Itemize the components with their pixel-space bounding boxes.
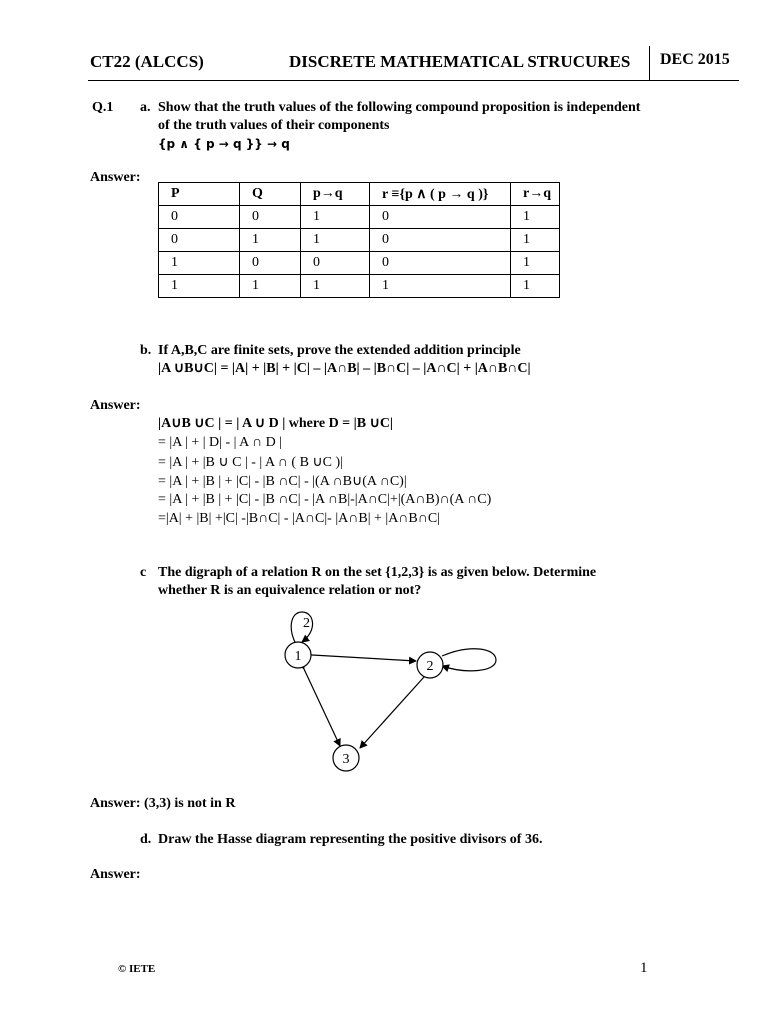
- table-cell: 1: [511, 206, 560, 229]
- table-header: r ≡{p ∧ ( p → q )}: [370, 183, 511, 206]
- subject-title: DISCRETE MATHEMATICAL STRUCURES: [289, 52, 631, 71]
- edge-1-3: [304, 669, 340, 746]
- table-cell: 0: [240, 252, 301, 275]
- exam-date: DEC 2015: [660, 51, 730, 68]
- header-divider: [649, 46, 650, 80]
- table-cell: 0: [159, 206, 240, 229]
- table-header-row: [159, 183, 560, 206]
- table-cell: 0: [159, 229, 240, 252]
- svg-text:3: 3: [342, 752, 350, 767]
- part-b-text: If A,B,C are finite sets, prove the extended addition principle: [158, 343, 521, 358]
- table-row: [159, 229, 560, 252]
- table-cell: 1: [511, 229, 560, 252]
- part-c-text-1: The digraph of a relation R on the set {1,2,3} is as given below. Determine: [158, 565, 597, 580]
- table-row: [159, 206, 560, 229]
- relation-digraph: [270, 600, 510, 780]
- table-cell: 0: [370, 229, 511, 252]
- table-cell: 1: [370, 275, 511, 298]
- table-row: [159, 252, 560, 275]
- answer-d-label: Answer:: [90, 867, 141, 882]
- proof-line: = |A | + |B | + |C| - |B ∩C| - |A ∩B|-|A∩C|+|(A∩B)∩(A ∩C): [158, 492, 492, 507]
- part-a-label: a.: [140, 100, 151, 115]
- edge-1-2: [312, 655, 416, 661]
- part-d-text: Draw the Hasse diagram representing the positive divisors of 36.: [158, 832, 543, 847]
- answer-b-label: Answer:: [90, 398, 141, 413]
- truth-table: [158, 182, 560, 298]
- proof-line: = |A | + |B ∪ C | - | A ∩ ( B ∪C )|: [158, 455, 343, 470]
- proof-line: = |A | + | D| - | A ∩ D |: [158, 435, 283, 450]
- table-cell: 1: [301, 206, 370, 229]
- page-number: 1: [640, 960, 648, 976]
- table-cell: 1: [159, 252, 240, 275]
- table-cell: 0: [370, 252, 511, 275]
- header-rule: [88, 80, 739, 81]
- part-c-label: c: [140, 565, 147, 580]
- part-c-text-2: whether R is an equivalence relation or not?: [158, 583, 422, 598]
- table-cell: 1: [301, 229, 370, 252]
- node-2: [417, 652, 443, 678]
- table-cell: 1: [240, 275, 301, 298]
- table-header: P: [159, 183, 240, 206]
- part-d-label: d.: [140, 832, 152, 847]
- table-cell: 1: [511, 275, 560, 298]
- proof-line: =|A| + |B| +|C| -|B∩C| - |A∩C|- |A∩B| + |A∩B∩C|: [158, 511, 441, 526]
- table-cell: 0: [240, 206, 301, 229]
- svg-text:1: 1: [294, 649, 302, 664]
- edge-2-3: [360, 677, 424, 748]
- answer-c: Answer: (3,3) is not in R: [90, 796, 236, 811]
- table-cell: 0: [370, 206, 511, 229]
- course-code: CT22 (ALCCS): [90, 52, 204, 71]
- part-b-formula: |A ∪B∪C| = |A| + |B| + |C| – |A∩B| – |B∩C| – |A∩C| + |A∩B∩C|: [158, 361, 531, 376]
- copyright: © IETE: [118, 963, 156, 975]
- part-a-text-2: of the truth values of their components: [158, 118, 390, 133]
- part-b-label: b.: [140, 343, 152, 358]
- table-cell: 1: [301, 275, 370, 298]
- node-1: [285, 642, 311, 668]
- table-header: p→q: [301, 183, 370, 206]
- loop-label: 2: [303, 616, 310, 631]
- proof-line: |A∪B ∪C | = | A ∪ D | where D = |B ∪C|: [158, 416, 394, 431]
- table-header: Q: [240, 183, 301, 206]
- table-cell: 0: [301, 252, 370, 275]
- table-row: [159, 275, 560, 298]
- part-a-text-1: Show that the truth values of the following compound proposition is independent: [158, 100, 641, 115]
- table-header: r→q: [511, 183, 560, 206]
- question-number: Q.1: [92, 100, 114, 115]
- part-a-formula: {p ∧ { p → q }} → q: [158, 137, 290, 151]
- table-cell: 1: [511, 252, 560, 275]
- table-cell: 1: [159, 275, 240, 298]
- svg-text:2: 2: [426, 659, 434, 674]
- loop-edge-2: [442, 649, 496, 671]
- node-3: [333, 745, 359, 771]
- table-cell: 1: [240, 229, 301, 252]
- answer-a-label: Answer:: [90, 170, 141, 185]
- proof-line: = |A | + |B | + |C| - |B ∩C| - |(A ∩B∪(A ∩C)|: [158, 474, 407, 489]
